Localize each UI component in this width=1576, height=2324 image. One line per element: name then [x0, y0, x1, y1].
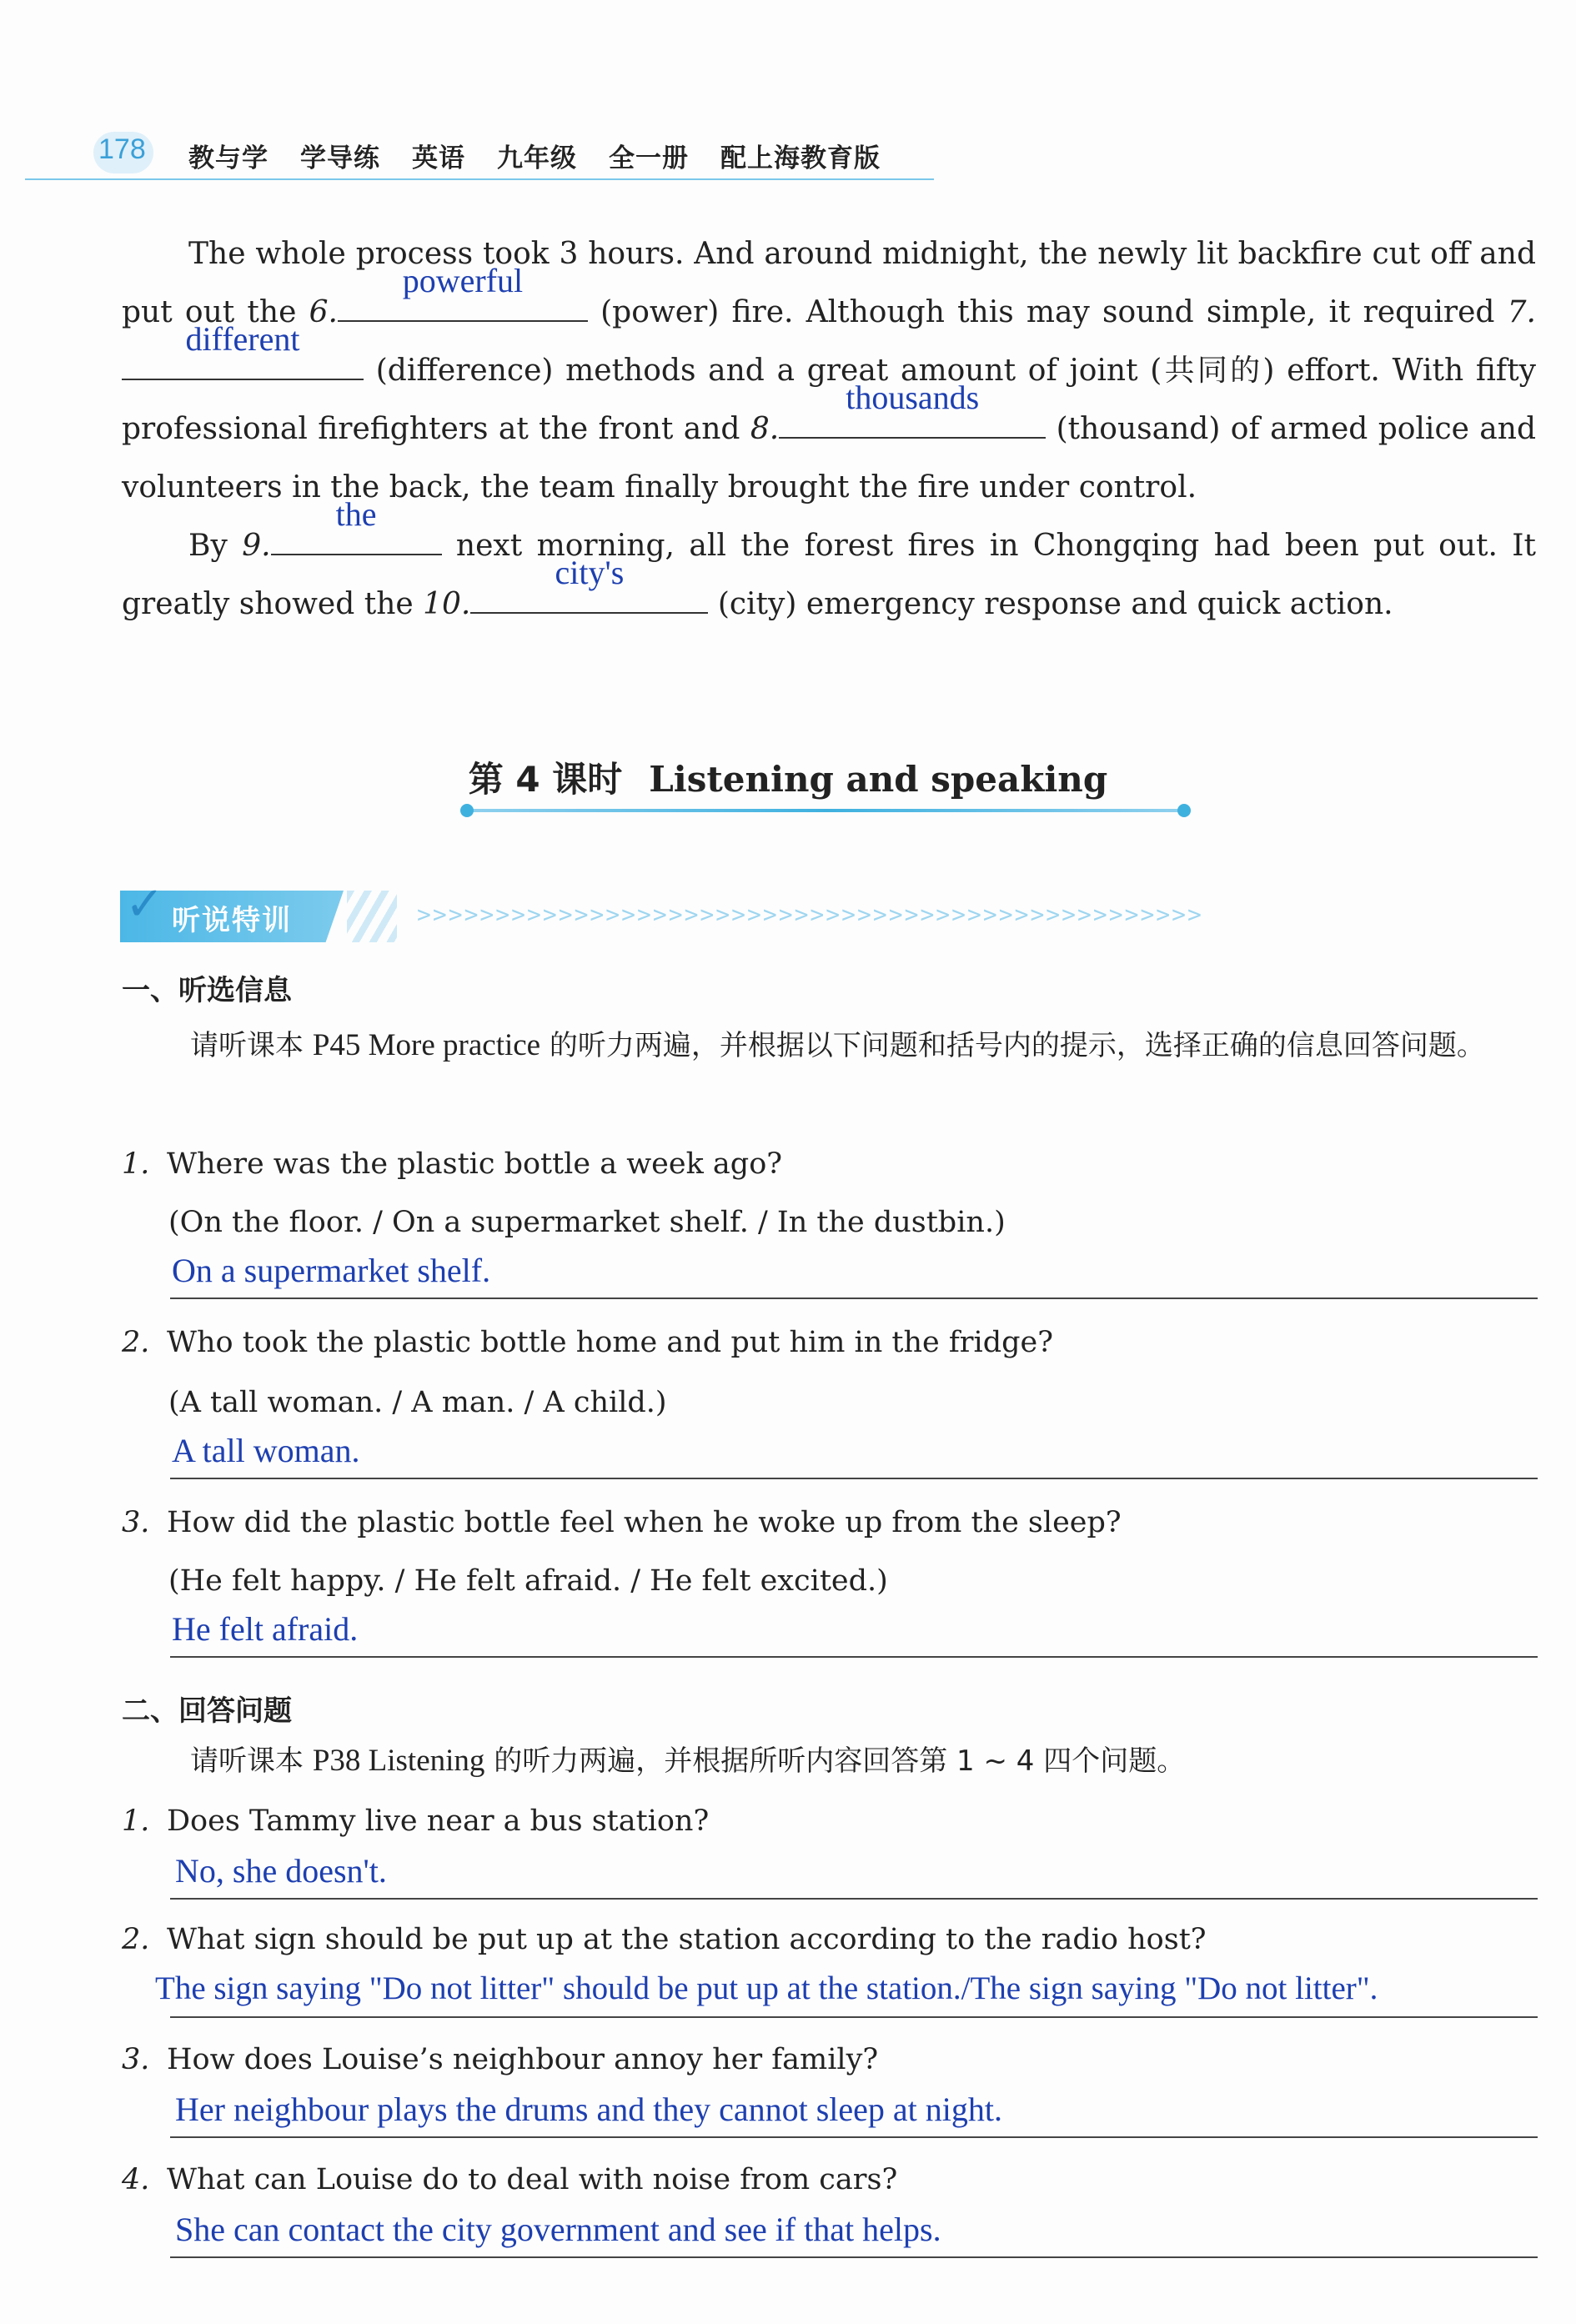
question-number: 4.: [122, 2163, 150, 2196]
question-number: 2.: [122, 1923, 150, 1956]
question-options: (A tall woman. / A man. / A child.): [168, 1386, 667, 1419]
section-1-heading: 一、听选信息: [122, 974, 292, 1007]
passage-text: (power) fire. Although this may sound simple, it required: [587, 295, 1508, 329]
question-4: [122, 2163, 897, 2196]
passage-text: The whole process took 3 hours. And around midnight, the newly lit backfire cut off and put out the: [122, 237, 1536, 329]
lesson-title-cn: 第 4 课时: [468, 759, 623, 800]
blank-8[interactable]: [779, 379, 1046, 439]
running-header: [188, 137, 912, 174]
banner-stripes: [347, 891, 397, 942]
answer-line[interactable]: [170, 2016, 1538, 2018]
blank-6[interactable]: [338, 262, 588, 322]
answer-text: He felt afraid.: [172, 1610, 359, 1648]
answer-text: A tall woman.: [172, 1432, 360, 1469]
instr-text: 请听课本: [190, 1744, 313, 1778]
question-text: Where was the plastic bottle a week ago?: [167, 1147, 783, 1181]
question-number: 1.: [122, 1147, 150, 1181]
instr-text: 请听课本: [190, 1029, 313, 1062]
blank-number: 9.: [242, 529, 271, 563]
title-underline: [467, 809, 1184, 812]
answer-line[interactable]: [170, 2136, 1538, 2138]
passage-paragraph-1: [122, 225, 1536, 517]
question-number: 3.: [122, 1506, 150, 1539]
lesson-title: [0, 752, 1576, 802]
blank-number: 7.: [1507, 295, 1536, 329]
question-3: [122, 2043, 878, 2076]
blank-number: 10.: [423, 587, 471, 621]
passage-text: By: [188, 529, 243, 563]
answer-text: Her neighbour plays the drums and they cannot sleep at night.: [175, 2091, 1002, 2128]
question-text: Who took the plastic bottle home and put him in the fridge?: [167, 1326, 1053, 1359]
question-3: [122, 1506, 1122, 1539]
answer-line[interactable]: [170, 2256, 1538, 2258]
question-1: [122, 1147, 782, 1181]
question-number: 1.: [122, 1804, 150, 1838]
answer-line[interactable]: [170, 1898, 1538, 1900]
question-text: What can Louise do to deal with noise from cars?: [167, 2163, 898, 2196]
blank-10[interactable]: [470, 554, 708, 614]
question-number: 2.: [122, 1326, 150, 1359]
passage-text: (difference) methods and a great amount of joint (共同的) effort. With fifty professional firefighters at the front and: [122, 354, 1536, 446]
header-item: 九年级: [497, 143, 577, 173]
answer-line[interactable]: [170, 1656, 1538, 1658]
header-item: 英语: [412, 143, 465, 173]
question-number: 3.: [122, 2043, 150, 2076]
question-1: [122, 1804, 709, 1838]
question-2: [122, 1923, 1207, 1956]
title-dot-right: [1177, 804, 1191, 817]
passage-text: (thousand) of armed police and volunteers in the back, the team finally brought the fire under control.: [122, 412, 1536, 504]
blank-answer: different: [185, 320, 300, 358]
instr-text: 的听力两遍，并根据所听内容回答第 1 ~ 4 四个问题。: [484, 1744, 1186, 1778]
blank-answer: city's: [555, 554, 625, 591]
instr-text: 的听力两遍，并根据以下问题和括号内的提示，选择正确的信息回答问题。: [540, 1029, 1485, 1062]
header-item: 教与学: [188, 143, 269, 173]
blank-9[interactable]: [271, 495, 442, 555]
question-options: (He felt happy. / He felt afraid. / He felt excited.): [168, 1564, 888, 1598]
banner-arrows: >>>>>>>>>>>>>>>>>>>>>>>>>>>>>>>>>>>>>>>>>>>>>>>>>>: [417, 901, 1203, 928]
header-item: 全一册: [609, 143, 689, 173]
section-2-heading: 二、回答问题: [122, 1694, 292, 1728]
lesson-title-en: Listening and speaking: [649, 759, 1108, 800]
blank-answer: powerful: [402, 262, 524, 299]
blank-number: 8.: [750, 412, 780, 446]
question-2: [122, 1326, 1053, 1359]
answer-line[interactable]: [170, 1298, 1538, 1299]
answer-text: The sign saying "Do not litter" should be put up at the station./The sign saying "Do not litter".: [155, 1970, 1378, 2006]
question-text: Does Tammy live near a bus station?: [167, 1804, 710, 1838]
instr-text: P45 More practice: [312, 1028, 541, 1062]
check-icon: ✓: [125, 877, 164, 931]
blank-number: 6.: [309, 295, 338, 329]
section-2-instructions: [122, 1731, 1536, 1791]
banner-label: 听说特训: [172, 904, 292, 937]
answer-text: No, she doesn't.: [175, 1852, 387, 1890]
question-text: How did the plastic bottle feel when he woke up from the sleep?: [167, 1506, 1122, 1539]
section-1-instructions: [122, 1016, 1536, 1076]
header-divider: [25, 178, 934, 180]
answer-line[interactable]: [170, 1478, 1538, 1479]
question-text: How does Louise’s neighbour annoy her family?: [167, 2043, 879, 2076]
header-item: 学导练: [300, 143, 380, 173]
passage-paragraph-2: [122, 495, 1536, 634]
answer-text: On a supermarket shelf.: [172, 1252, 491, 1289]
header-item: 配上海教育版: [720, 143, 881, 173]
answer-text: She can contact the city government and see if that helps.: [175, 2211, 941, 2248]
passage-text: next morning, all the forest fires in Chongqing had been put out. It greatly showed the: [122, 529, 1536, 621]
blank-answer: thousands: [846, 379, 980, 416]
blank-7[interactable]: [122, 320, 364, 380]
instr-text: P38 Listening: [312, 1744, 485, 1778]
question-text: What sign should be put up at the station according to the radio host?: [167, 1923, 1207, 1956]
title-dot-left: [460, 804, 474, 817]
page-number: 178: [98, 133, 146, 165]
question-options: (On the floor. / On a supermarket shelf. / In the dustbin.): [168, 1206, 1006, 1239]
passage-text: (city) emergency response and quick action.: [708, 587, 1393, 621]
blank-answer: the: [335, 495, 377, 533]
